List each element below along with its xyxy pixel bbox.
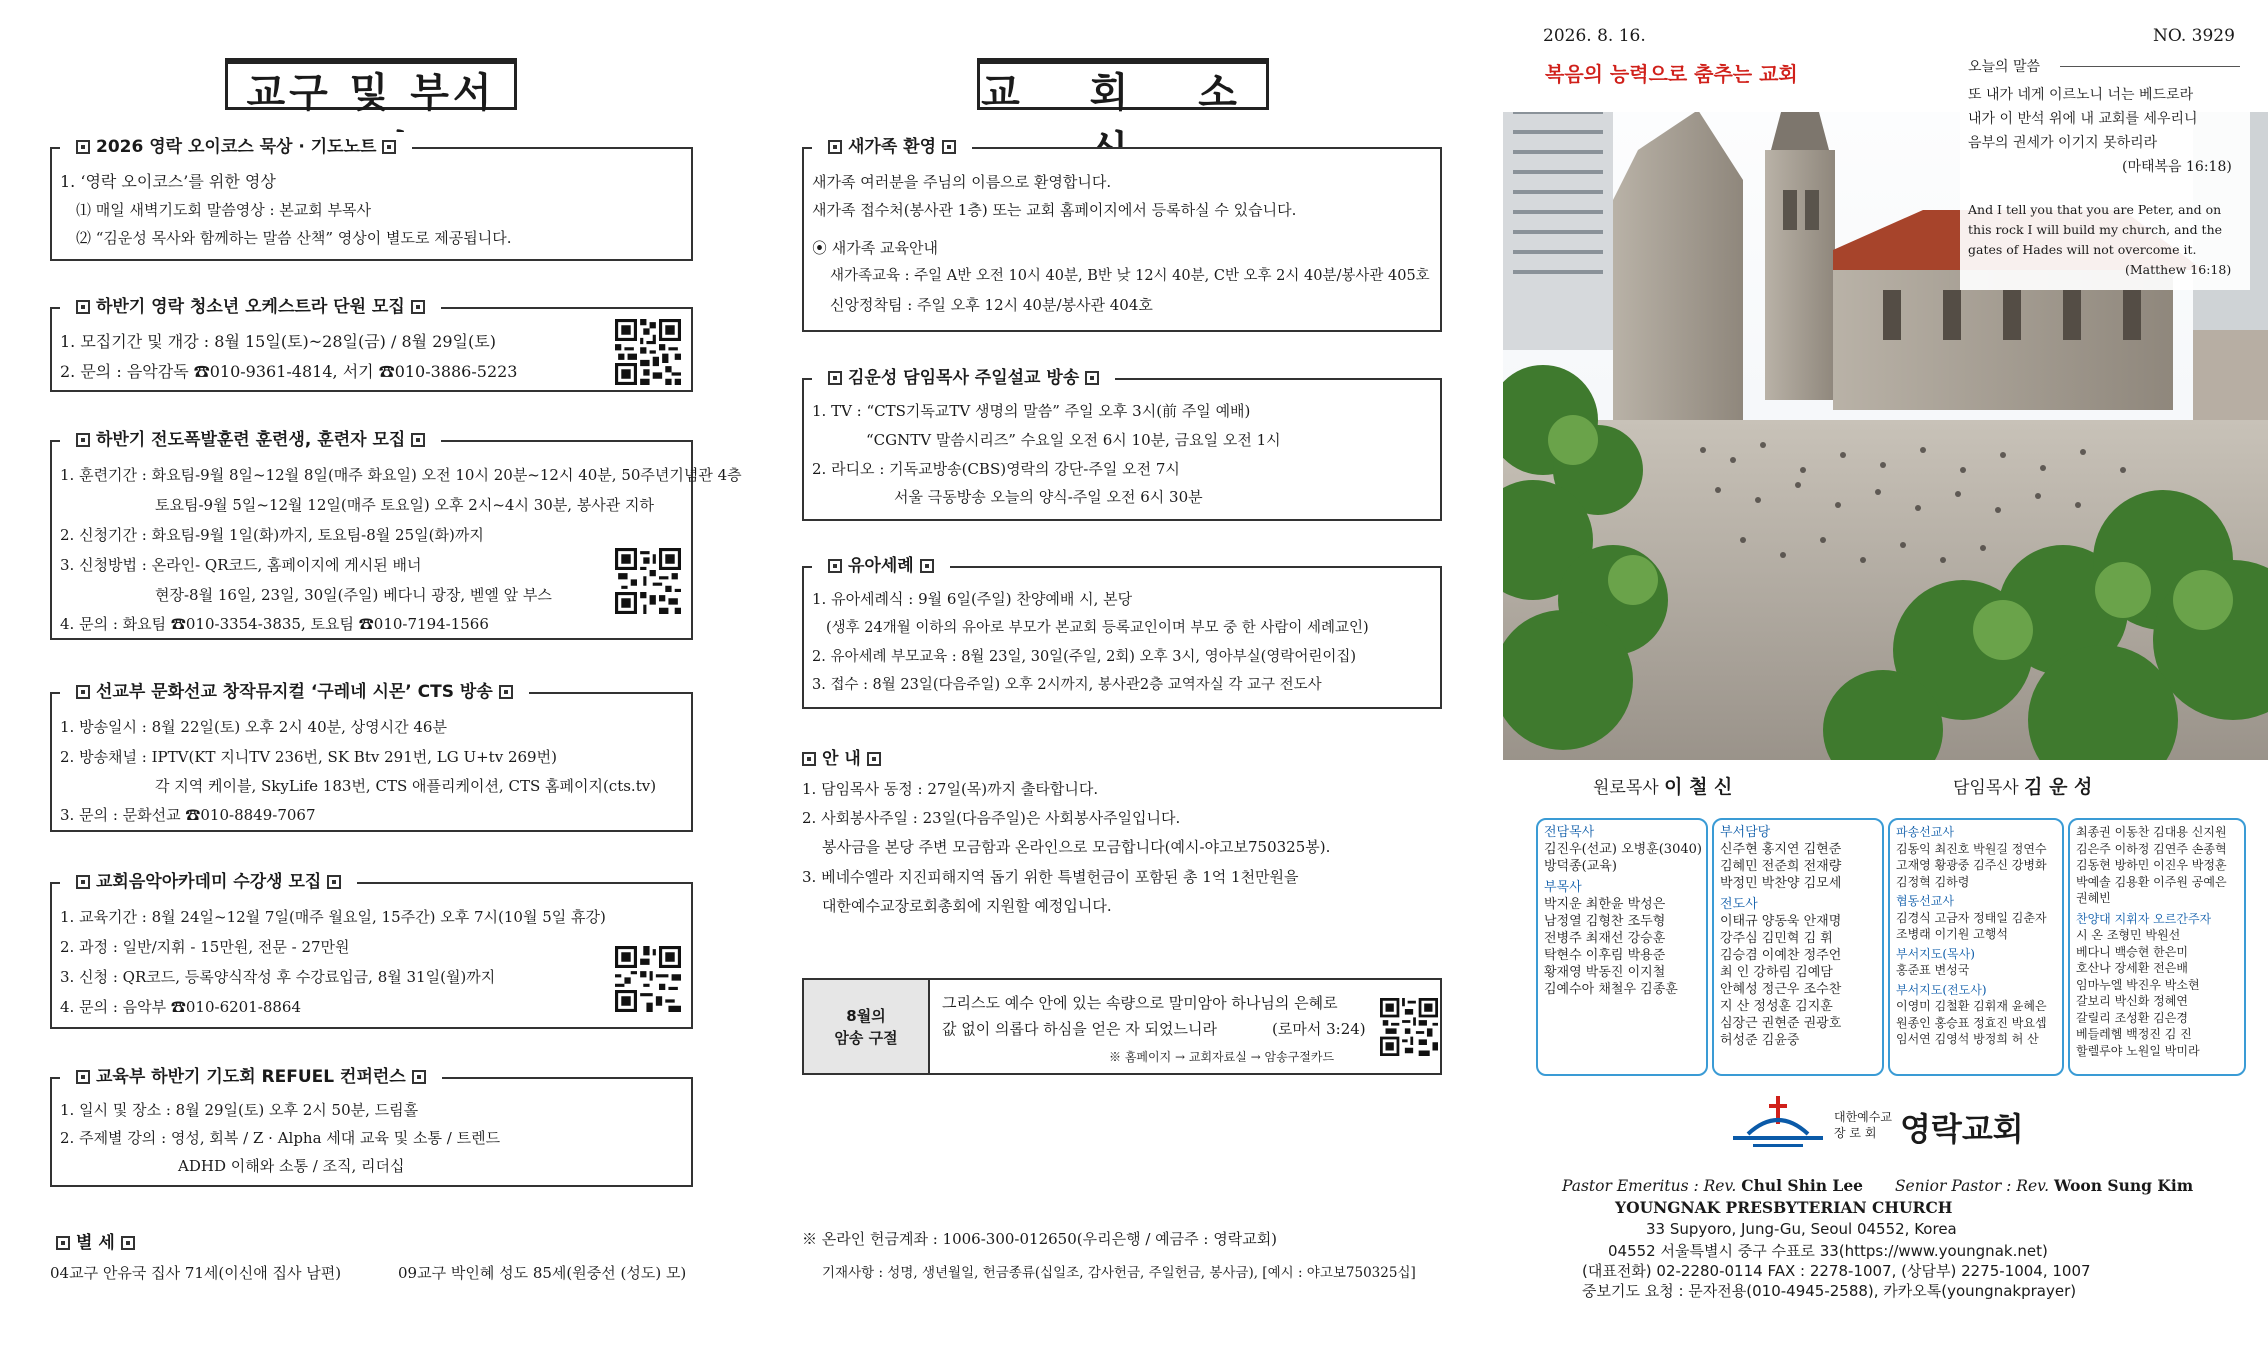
staff-row: 안혜성 정근우 조수찬 xyxy=(1720,982,1842,997)
text-line: 2. 문의 : 음악감독 ☎010-9361-4814, 서기 ☎010-3886-5223 xyxy=(60,362,518,381)
text-line: 새가족 접수처(봉사관 1층) 또는 교회 홈페이지에서 등록하실 수 있습니다. xyxy=(812,201,1297,219)
orchestra-section xyxy=(50,297,693,392)
text-line: (생후 24개월 이하의 유아로 부모가 본교회 등록교인이며 부모 중 한 사람이 세례교인) xyxy=(826,620,1369,636)
staff-row: 홍준표 변성국 xyxy=(1896,963,1970,977)
text-line: 1. 방송일시 : 8월 22일(토) 오후 2시 40분, 상영시간 46분 xyxy=(60,718,447,736)
memory-verse-ref: (로마서 3:24) xyxy=(1272,1020,1366,1038)
bullet-square-icon xyxy=(76,433,90,447)
staff-row: 지 산 정성훈 김지훈 xyxy=(1720,999,1833,1014)
staff-row: 강주심 김민혁 김 휘 xyxy=(1720,931,1833,946)
church-name-en: YOUNGNAK PRESBYTERIAN CHURCH xyxy=(1615,1198,1953,1217)
text-line: 4. 문의 : 음악부 ☎010-6201-8864 xyxy=(60,998,302,1016)
senior-pastor: 담임목사 김 운 성 xyxy=(1953,776,2093,798)
offering-account: ※ 온라인 헌금계좌 : 1006-300-012650(우리은행 / 예금주 : 영락교회) xyxy=(802,1230,1278,1248)
memory-verse-label: 8월의 암송 구절 xyxy=(804,980,930,1073)
section-title: 새가족 환영 xyxy=(848,137,937,157)
staff-row: 남정열 김형찬 조두형 xyxy=(1544,914,1666,929)
staff-row: 이영미 김철환 김휘재 윤혜은 xyxy=(1896,999,2047,1013)
qr-code-icon[interactable] xyxy=(1380,998,1438,1056)
staff-row: 시 온 조형민 박원선 xyxy=(2076,928,2181,942)
verse-ko-line: 음부의 권세가 이기지 못하리라 xyxy=(1968,135,2158,151)
text-line: 각 지역 케이블, SkyLife 183번, CTS 애플리케이션, CTS 홈페이지(cts.tv) xyxy=(155,777,657,795)
staff-row: 임서연 김영석 방정희 허 산 xyxy=(1896,1032,2039,1046)
staff-row: 황재영 박동진 이지철 xyxy=(1544,965,1666,980)
bullet-square-icon xyxy=(76,1070,90,1084)
obituary-line: 04교구 안유국 집사 71세(이신애 집사 남편) xyxy=(50,1264,342,1282)
text-line: 1. TV : “CTS기독교TV 생명의 말씀” 주일 오후 3시(前 주일 예배) xyxy=(812,402,1251,420)
notice-line: 봉사금을 본당 주변 모금함과 온라인으로 모금합니다(예시-야고보750325봉). xyxy=(822,838,1331,856)
bullet-square-icon xyxy=(76,685,90,699)
musical-section xyxy=(50,682,693,832)
text-line: 1. 교육기간 : 8월 24일~12월 7일(매주 월요일, 15주간) 오후 7시(10월 5일 휴강) xyxy=(60,908,606,926)
bullet-square-icon xyxy=(499,685,513,699)
staff-row: 찬양대 지휘자 오르간주자 xyxy=(2076,911,2212,926)
verse-en-line: And I tell you that you are Peter, and on xyxy=(1968,202,2222,217)
staff-row: 탁현수 이후림 박용준 xyxy=(1544,948,1666,963)
staff-row: 호산나 장세환 전은배 xyxy=(2076,961,2188,975)
logo-denomination: 대한예수교 xyxy=(1834,1110,1892,1124)
text-line: “CGNTV 말씀시리즈” 수요일 오전 6시 10분, 금요일 오전 1시 xyxy=(866,431,1281,449)
logo-church-name: 영락교회 xyxy=(1900,1110,2024,1148)
text-line: 4. 문의 : 화요팀 ☎010-3354-3835, 토요팀 ☎010-7194-1566 xyxy=(60,615,489,633)
staff-row: 김정혁 김하령 xyxy=(1896,874,1970,889)
bullet-square-icon xyxy=(942,140,956,154)
bullet-square-icon xyxy=(828,140,842,154)
verse-label: 오늘의 말씀 xyxy=(1968,59,2041,75)
staff-row: 김승겸 이예찬 정주언 xyxy=(1720,948,1842,963)
staff-row: 베들레헴 백정진 김 진 xyxy=(2076,1027,2192,1041)
staff-row: 조병래 이기원 고행석 xyxy=(1896,927,2008,941)
text-line: 현장-8월 16일, 23일, 30일(주일) 베다니 광장, 벧엘 앞 부스 xyxy=(155,586,552,604)
church-slogan: 복음의 능력으로 춤추는 교회 xyxy=(1545,62,1798,86)
text-line: 2. 신청기간 : 화요팀-9월 1일(화)까지, 토요팀-8월 25일(화)까지 xyxy=(60,526,484,544)
verse-en-line: gates of Hades will not overcome it. xyxy=(1968,242,2197,257)
bullet-square-icon xyxy=(327,875,341,889)
emeritus-pastor: 원로목사 이 철 신 xyxy=(1593,776,1733,798)
staff-row: 부서담당 xyxy=(1720,825,1771,840)
text-line: ⦿ 새가족 교육안내 xyxy=(812,239,938,257)
bullet-square-icon xyxy=(121,1236,135,1250)
verse-box xyxy=(1960,50,2250,290)
text-line: 2. 주제별 강의 : 영성, 회복 / Z · Alpha 세대 교육 및 소통 / 트렌드 xyxy=(60,1129,501,1147)
logo-denomination: 장 로 회 xyxy=(1834,1126,1877,1140)
obituary-line: 09교구 박인혜 성도 85세(원중선 (성도) 모) xyxy=(398,1264,687,1282)
staff-row: 심장근 권현준 권광호 xyxy=(1720,1016,1842,1031)
address-line: 중보기도 요청 : 문자전용(010-4945-2588), 카카오톡(youngnakprayer) xyxy=(1582,1282,2077,1300)
staff-row: 갈보리 박신화 정혜연 xyxy=(2076,994,2188,1008)
bullet-square-icon xyxy=(412,1070,426,1084)
memory-verse-text: 값 없이 의롭다 하심을 얻은 자 되었느니라 xyxy=(942,1020,1217,1038)
bullet-square-icon xyxy=(802,752,816,766)
staff-row: 박예솔 김용환 이주원 공예은 xyxy=(2076,874,2227,889)
text-line: 1. ‘영락 오이코스’를 위한 영상 xyxy=(60,172,276,191)
text-line: 서울 극동방송 오늘의 양식-주일 오전 6시 30분 xyxy=(894,488,1203,506)
text-line: 1. 모집기간 및 개강 : 8월 15일(토)~28일(금) / 8월 29일(토) xyxy=(60,332,496,351)
staff-row: 전도사 xyxy=(1720,897,1758,912)
bullet-square-icon xyxy=(411,433,425,447)
oikos-section xyxy=(50,137,693,261)
baptism-section xyxy=(802,556,1442,709)
section-title: 김운성 담임목사 주일설교 방송 xyxy=(848,368,1080,388)
verse-en-ref: (Matthew 16:18) xyxy=(2125,262,2232,277)
broadcast-section xyxy=(802,368,1442,521)
staff-row: 신주현 홍지연 김현준 xyxy=(1720,842,1842,857)
text-line: 3. 신청 : QR코드, 등록양식작성 후 수강료입금, 8월 31일(월)까지 xyxy=(60,968,496,986)
qr-code-icon[interactable] xyxy=(615,548,681,614)
bullet-square-icon xyxy=(828,371,842,385)
bullet-square-icon xyxy=(56,1236,70,1250)
text-line: 1. 일시 및 장소 : 8월 29일(토) 오후 2시 50분, 드림홀 xyxy=(60,1101,419,1119)
text-line: 신앙정착팀 : 주일 오후 12시 40분/봉사관 404호 xyxy=(830,296,1153,314)
staff-row: 할렐루야 노원일 박미라 xyxy=(2076,1043,2200,1058)
staff-row: 베다니 백승현 한은미 xyxy=(2076,944,2188,959)
staff-row: 방덕종(교육) xyxy=(1544,859,1617,874)
bullet-square-icon xyxy=(1085,371,1099,385)
qr-code-icon[interactable] xyxy=(615,319,681,385)
section-title: 교회음악아카데미 수강생 모집 xyxy=(96,872,322,892)
bullet-square-icon xyxy=(867,752,881,766)
text-line: 1. 훈련기간 : 화요팀-9월 8일~12월 8일(매주 화요일) 오전 10시 20분~12시 40분, 50주년기념관 4층 xyxy=(60,466,742,484)
verse-en-line: this rock I will build my church, and the xyxy=(1968,222,2223,237)
address-line: 33 Supyoro, Jung-Gu, Seoul 04552, Korea xyxy=(1646,1220,1957,1238)
notice-title: 안 내 xyxy=(796,744,887,769)
church-emblem-icon xyxy=(1728,1096,1828,1156)
section-title: 유아세례 xyxy=(848,556,914,576)
staff-row: 최 인 강하림 김예담 xyxy=(1720,965,1833,980)
address-line: (대표전화) 02-2280-0114 FAX : 2278-1007, (상담부) 2275-1004, 1007 xyxy=(1582,1262,2091,1280)
left-heading: 교구 및 부서 xyxy=(225,58,517,110)
notice-line: 대한예수교장로회총회에 지원할 예정입니다. xyxy=(822,897,1112,915)
bullet-square-icon xyxy=(828,559,842,573)
section-title: 선교부 문화선교 창작뮤지컬 ‘구레네 시몬’ CTS 방송 xyxy=(96,682,493,702)
staff-row: 부서지도(목사) xyxy=(1896,946,1975,961)
text-line: ⑵ “김운성 목사와 함께하는 말씀 산책” 영상이 별도로 제공됩니다. xyxy=(76,229,512,247)
section-title: 2026 영락 오이코스 묵상 · 기도노트 xyxy=(96,137,377,157)
section-title: 하반기 영락 청소년 오케스트라 단원 모집 xyxy=(96,297,405,317)
notice-line: 1. 담임목사 동정 : 27일(목)까지 출타합니다. xyxy=(802,780,1099,798)
bullet-square-icon xyxy=(76,875,90,889)
staff-row: 원종인 홍승표 정효진 박요셉 xyxy=(1896,1015,2047,1030)
bulletin-date: 2026. 8. 16. xyxy=(1543,26,1646,46)
staff-row: 전담목사 xyxy=(1544,825,1595,840)
offering-note: 기재사항 : 성명, 생년월일, 헌금종류(십일조, 감사헌금, 주일헌금, 봉사금), [예시 : 야고보750325십] xyxy=(822,1265,1416,1281)
bullet-square-icon xyxy=(76,140,90,154)
staff-row: 전병주 최재선 강승훈 xyxy=(1544,931,1666,946)
evangelism-section xyxy=(50,430,742,640)
verse-ko-ref: (마태복음 16:18) xyxy=(2122,159,2232,175)
text-line: 2. 과정 : 일반/지휘 - 15만원, 전문 - 27만원 xyxy=(60,938,350,956)
staff-box-3 xyxy=(1888,818,2064,1076)
notice-line: 2. 사회봉사주일 : 23일(다음주일)은 사회봉사주일입니다. xyxy=(802,809,1181,827)
staff-row: 부목사 xyxy=(1544,880,1582,895)
staff-row: 김진우(선교) 오병훈(3040) xyxy=(1544,842,1702,857)
staff-row: 김은주 이하정 김연주 손종혁 xyxy=(2076,841,2227,856)
staff-row: 협동선교사 xyxy=(1896,894,1954,908)
staff-row: 이태규 양동욱 안재명 xyxy=(1720,914,1842,929)
bullet-square-icon xyxy=(920,559,934,573)
staff-box-1 xyxy=(1536,818,1708,1076)
church-logo xyxy=(1728,1096,2058,1156)
bullet-square-icon xyxy=(382,140,396,154)
staff-row: 허성준 김윤중 xyxy=(1720,1033,1800,1048)
bullet-square-icon xyxy=(76,300,90,314)
staff-row: 김혜민 전준희 전재량 xyxy=(1720,859,1842,874)
staff-row: 최종권 이동찬 김대용 신지원 xyxy=(2076,825,2227,839)
bullet-square-icon xyxy=(411,300,425,314)
text-line: ⑴ 매일 새벽기도회 말씀영상 : 본교회 부목사 xyxy=(76,201,371,219)
text-line: 새가족교육 : 주일 A반 오전 10시 40분, B반 낮 12시 40분, C반 오후 2시 40분/봉사관 405호 xyxy=(830,268,1430,284)
staff-row: 김예수아 채철우 김종훈 xyxy=(1544,982,1678,997)
text-line: ADHD 이해와 소통 / 조직, 리더십 xyxy=(178,1157,405,1175)
text-line: 2. 방송채널 : IPTV(KT 지니TV 236번, SK Btv 291번, LG U+tv 269번) xyxy=(60,748,557,766)
staff-box-4 xyxy=(2068,818,2246,1076)
text-line: 3. 신청방법 : 온라인- QR코드, 홈페이지에 게시된 배너 xyxy=(60,556,422,574)
bulletin-number: NO. 3929 xyxy=(2153,26,2235,46)
qr-code-icon[interactable] xyxy=(615,946,681,1012)
address-line: 04552 서울특별시 중구 수표로 33(https://www.youngnak.net) xyxy=(1608,1242,2048,1260)
staff-row: 박지운 최한윤 박성은 xyxy=(1544,897,1666,912)
text-line: 3. 접수 : 8월 23일(다음주일) 오후 2시까지, 봉사관2층 교역자실 각 교구 전도사 xyxy=(812,677,1322,693)
memory-verse-text: 그리스도 예수 안에 있는 속량으로 말미암아 하나님의 은혜로 xyxy=(942,994,1338,1012)
middle-heading: 교 회 소 xyxy=(977,58,1269,110)
text-line: 1. 유아세례식 : 9월 6일(주일) 찬양예배 시, 본당 xyxy=(812,590,1133,608)
text-line: 2. 유아세례 부모교육 : 8월 23일, 30일(주일, 2회) 오후 3시, 영아부실(영락어린이집) xyxy=(812,649,1357,665)
verse-ko-line: 내가 이 반석 위에 내 교회를 세우리니 xyxy=(1968,111,2198,127)
staff-row: 김동현 방하민 이진우 박정훈 xyxy=(2076,858,2227,872)
text-line: 2. 라디오 : 기독교방송(CBS)영락의 강단-주일 오전 7시 xyxy=(812,460,1180,478)
text-line: 토요팀-9월 5일~12월 12일(매주 토요일) 오후 2시~4시 30분, 봉사관 지하 xyxy=(155,496,655,514)
staff-row: 권혜빈 xyxy=(2076,891,2111,905)
staff-row: 임마누엘 박진우 박소현 xyxy=(2076,977,2200,992)
section-title: 교육부 하반기 기도회 REFUEL 컨퍼런스 xyxy=(96,1067,406,1087)
staff-row: 고재영 황광중 김주신 강병화 xyxy=(1896,858,2047,872)
text-line: 3. 문의 : 문화선교 ☎010-8849-7067 xyxy=(60,806,316,824)
staff-row: 부서지도(전도사) xyxy=(1896,982,1987,997)
text-line: 새가족 여러분을 주님의 이름으로 환영합니다. xyxy=(812,173,1112,191)
welcome-section xyxy=(802,137,1442,332)
staff-box-2 xyxy=(1712,818,1884,1076)
memory-verse-note: ※ 홈페이지 → 교회자료실 → 암송구절카드 xyxy=(1109,1050,1335,1064)
staff-row: 김동익 최진호 박원길 정연수 xyxy=(1896,841,2047,856)
memory-verse-box xyxy=(802,978,1442,1075)
staff-row: 김경식 고금자 정태일 김춘자 xyxy=(1896,910,2047,925)
refuel-section xyxy=(50,1067,693,1187)
staff-row: 파송선교사 xyxy=(1896,825,1954,839)
pastor-names-en: Pastor Emeritus : Rev. Chul Shin Lee Senior Pastor : Rev. Woon Sung Kim xyxy=(1562,1176,2194,1195)
staff-row: 박정민 박찬양 김모세 xyxy=(1720,876,1842,891)
verse-divider xyxy=(2060,66,2240,67)
section-title: 하반기 전도폭발훈련 훈련생, 훈련자 모집 xyxy=(96,430,406,450)
music-academy-section xyxy=(50,872,693,1029)
notice-line: 3. 베네수엘라 지진피해지역 돕기 위한 특별헌금이 포함된 총 1억 1천만원을 xyxy=(802,868,1299,886)
obituary-title: 별 세 xyxy=(50,1228,141,1253)
staff-row: 갈릴리 조성환 김은경 xyxy=(2076,1010,2188,1025)
verse-ko-line: 또 내가 네게 이르노니 너는 베드로라 xyxy=(1968,87,2194,103)
